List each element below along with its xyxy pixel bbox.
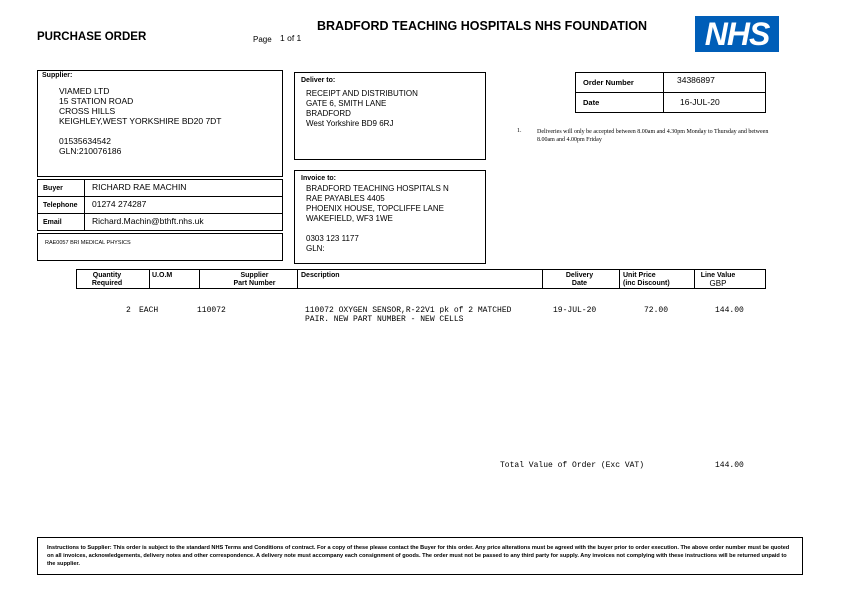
total-value: 144.00 xyxy=(715,461,744,470)
row-quantity: 2 xyxy=(126,306,131,315)
invoice-to-label: Invoice to: xyxy=(301,175,337,182)
email-label: Email xyxy=(43,219,62,226)
row-delivery-date: 19-JUL-20 xyxy=(553,306,597,315)
nhs-logo: NHS xyxy=(695,16,779,52)
buyer-box xyxy=(37,179,283,231)
order-info-box xyxy=(575,72,766,113)
col-description: Description xyxy=(301,272,340,279)
supplier-instructions-box xyxy=(37,537,803,575)
page-label: Page xyxy=(253,35,272,44)
document-title: PURCHASE ORDER xyxy=(37,31,147,43)
row-unit-price: 72.00 xyxy=(644,306,669,315)
invoice-to-address: BRADFORD TEACHING HOSPITALS N RAE PAYABLES 4405 PHOENIX HOUSE, TOPCLIFFE LANE WAKEFIELD, WF3 1WE 0303 123 1177 GLN: xyxy=(306,184,449,253)
line-items-header xyxy=(76,269,766,289)
row-description: 110072 OXYGEN SENSOR,R-22V1 pk of 2 MATCHED PAIR. NEW PART NUMBER - NEW CELLS xyxy=(305,306,512,324)
delivery-note: Deliveries will only be accepted between 8.00am and 4.30pm Monday to Thursday and between 8.00am and 4.00pm Friday xyxy=(537,129,769,143)
department-code: RAE0057 BRI MEDICAL PHYSICS xyxy=(45,240,131,246)
telephone-value: 01274 274287 xyxy=(92,199,147,209)
order-number-label: Order Number xyxy=(583,78,634,87)
note-number: 1. xyxy=(517,128,522,134)
total-label: Total Value of Order (Exc VAT) xyxy=(500,461,645,470)
telephone-label: Telephone xyxy=(43,202,78,209)
col-quantity: Quantity Required xyxy=(91,272,123,287)
supplier-address: VIAMED LTD 15 STATION ROAD CROSS HILLS KEIGHLEY,WEST YORKSHIRE BD20 7DT 01535634542 GLN:210076186 xyxy=(59,86,222,156)
row-part-number: 110072 xyxy=(197,306,226,315)
organization-name: BRADFORD TEACHING HOSPITALS NHS FOUNDATION xyxy=(317,19,648,33)
supplier-label: Supplier: xyxy=(42,72,73,79)
col-uom: U.O.M xyxy=(152,272,173,279)
row-uom: EACH xyxy=(139,306,159,315)
page-number: 1 of 1 xyxy=(280,33,302,43)
supplier-instructions: Instructions to Supplier: This order is subject to the standard NHS Terms and Conditions of contract. For a copy of these please contact the Buyer for this order. Any price alterations must be agreed with the buyer prior to order execution. The above order number must be quoted on all invoices, acknowledgements, delivery notes and other correspondence. A delivery note must accompany each consignment of goods. The order must not be passed to any third party for supply. Any invoices not complying with these instructions will be returned unpaid to the supplier. xyxy=(47,545,790,567)
invoice-to-box xyxy=(294,170,486,264)
supplier-box xyxy=(37,70,283,177)
col-part-number: Supplier Part Number xyxy=(233,272,276,287)
buyer-name: RICHARD RAE MACHIN xyxy=(92,182,187,192)
deliver-to-box xyxy=(294,72,486,160)
order-date-value: 16-JUL-20 xyxy=(680,97,720,107)
deliver-to-address: RECEIPT AND DISTRIBUTION GATE 6, SMITH LANE BRADFORD West Yorkshire BD9 6RJ xyxy=(306,89,418,128)
deliver-to-label: Deliver to: xyxy=(301,77,336,84)
table-row xyxy=(0,306,842,328)
row-line-value: 144.00 xyxy=(715,306,744,315)
department-box xyxy=(37,233,283,261)
order-date-label: Date xyxy=(583,98,600,107)
order-number-value: 34386897 xyxy=(677,75,715,85)
email-value[interactable]: Richard.Machin@bthft.nhs.uk xyxy=(92,216,204,226)
buyer-label: Buyer xyxy=(43,185,63,192)
col-delivery-date: Delivery Date xyxy=(565,272,594,287)
col-unit-price: Unit Price (inc Discount) xyxy=(623,272,670,287)
col-line-value: Line Value GBP xyxy=(700,272,736,288)
